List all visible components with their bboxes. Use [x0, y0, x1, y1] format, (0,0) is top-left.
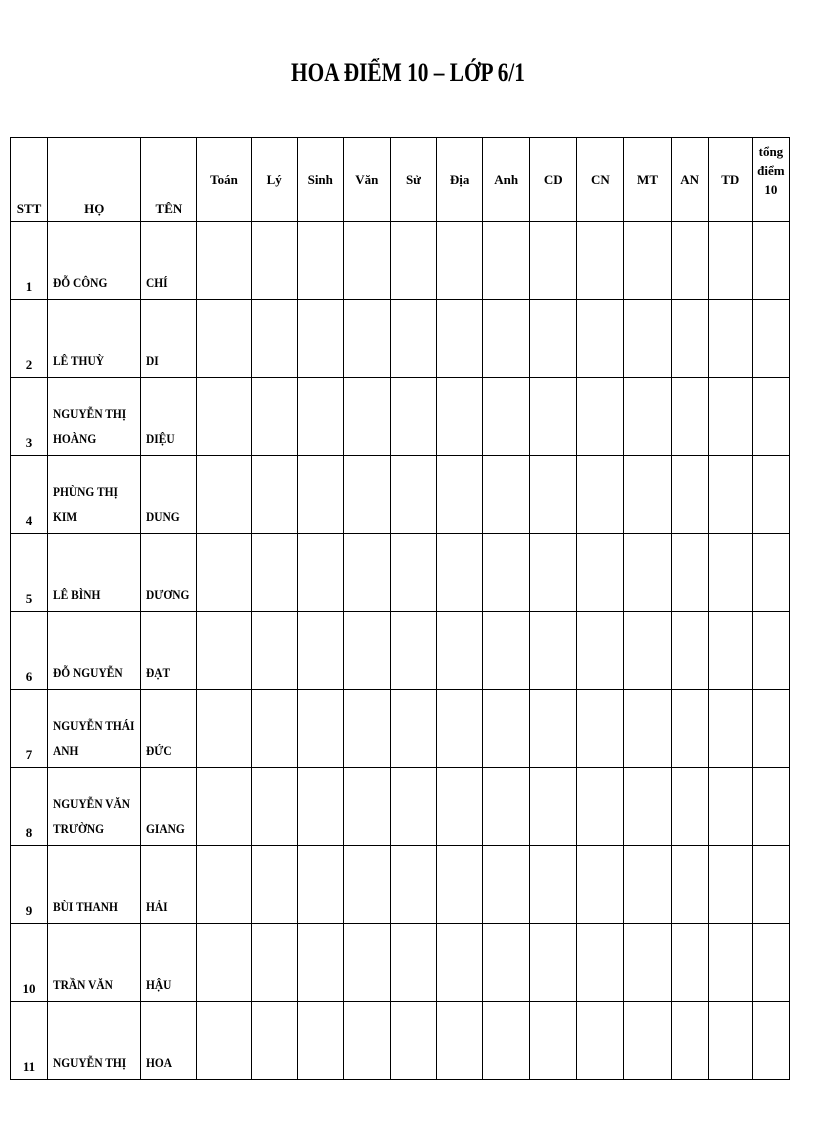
- cell-ten: HOA: [141, 1002, 197, 1080]
- score-cell[interactable]: [297, 222, 343, 300]
- header-subject: Sinh: [297, 138, 343, 222]
- cell-ho: [48, 1002, 141, 1080]
- score-cell[interactable]: [343, 768, 390, 846]
- ho-line1: LÊ THUỲ: [53, 353, 105, 368]
- score-cell[interactable]: [390, 222, 436, 300]
- header-subject: Anh: [483, 138, 530, 222]
- score-cell[interactable]: [708, 222, 752, 300]
- score-cell[interactable]: [483, 690, 530, 768]
- score-cell[interactable]: [752, 690, 789, 768]
- score-cell[interactable]: [437, 222, 483, 300]
- ho-line1: TRẦN VĂN: [53, 977, 113, 992]
- score-cell[interactable]: [708, 534, 752, 612]
- score-cell[interactable]: [390, 456, 436, 534]
- score-cell[interactable]: [708, 768, 752, 846]
- score-cell[interactable]: [577, 1002, 624, 1080]
- header-total: [752, 138, 789, 222]
- cell-stt: 10: [11, 924, 48, 1002]
- score-cell[interactable]: [671, 612, 708, 690]
- score-cell[interactable]: [530, 300, 577, 378]
- score-cell[interactable]: [390, 768, 436, 846]
- score-cell[interactable]: [708, 690, 752, 768]
- score-cell[interactable]: [437, 300, 483, 378]
- ho-line1: NGUYỄN THỊ: [53, 406, 127, 421]
- ho-line1: ĐỖ CÔNG: [53, 275, 108, 290]
- score-cell[interactable]: [624, 924, 671, 1002]
- score-cell[interactable]: [390, 534, 436, 612]
- score-cell[interactable]: [251, 924, 297, 1002]
- cell-ho: [48, 690, 141, 768]
- table-row: [11, 846, 790, 924]
- cell-stt: 8: [11, 768, 48, 846]
- score-cell[interactable]: [577, 690, 624, 768]
- score-cell[interactable]: [752, 222, 789, 300]
- score-cell[interactable]: [197, 1002, 251, 1080]
- cell-stt: 1: [11, 222, 48, 300]
- score-cell[interactable]: [671, 534, 708, 612]
- score-cell[interactable]: [343, 456, 390, 534]
- cell-ten: HẬU: [141, 924, 197, 1002]
- score-cell[interactable]: [483, 300, 530, 378]
- score-cell[interactable]: [752, 534, 789, 612]
- score-cell[interactable]: [577, 456, 624, 534]
- score-cell[interactable]: [624, 612, 671, 690]
- score-cell[interactable]: [437, 924, 483, 1002]
- header-stt: STT: [11, 138, 48, 222]
- score-cell[interactable]: [483, 1002, 530, 1080]
- score-table: [10, 137, 790, 1080]
- score-cell[interactable]: [297, 612, 343, 690]
- score-cell[interactable]: [624, 846, 671, 924]
- header-total-line2: điểm: [757, 163, 785, 178]
- table-row: [11, 222, 790, 300]
- score-cell[interactable]: [343, 534, 390, 612]
- score-cell[interactable]: [343, 924, 390, 1002]
- score-cell[interactable]: [390, 378, 436, 456]
- cell-stt: 4: [11, 456, 48, 534]
- ho-line2: ANH: [53, 743, 79, 758]
- score-cell[interactable]: [343, 846, 390, 924]
- score-cell[interactable]: [197, 768, 251, 846]
- header-ten: TÊN: [141, 138, 197, 222]
- cell-ho: [48, 378, 141, 456]
- score-cell[interactable]: [390, 612, 436, 690]
- score-cell[interactable]: [197, 378, 251, 456]
- score-cell[interactable]: [483, 222, 530, 300]
- score-cell[interactable]: [577, 534, 624, 612]
- score-cell[interactable]: [671, 1002, 708, 1080]
- score-cell[interactable]: [752, 924, 789, 1002]
- table-row: [11, 1002, 790, 1080]
- score-cell[interactable]: [251, 612, 297, 690]
- cell-stt: 2: [11, 300, 48, 378]
- cell-ten: HẢI: [141, 846, 197, 924]
- score-cell[interactable]: [624, 378, 671, 456]
- cell-ten: DUNG: [141, 456, 197, 534]
- ho-line2: HOÀNG: [53, 431, 97, 446]
- score-cell[interactable]: [530, 924, 577, 1002]
- score-cell[interactable]: [530, 378, 577, 456]
- score-cell[interactable]: [343, 1002, 390, 1080]
- header-subject: Sử: [390, 138, 436, 222]
- score-cell[interactable]: [671, 846, 708, 924]
- score-cell[interactable]: [624, 300, 671, 378]
- score-cell[interactable]: [197, 612, 251, 690]
- header-subject: Toán: [197, 138, 251, 222]
- score-cell[interactable]: [251, 456, 297, 534]
- cell-ho: [48, 456, 141, 534]
- score-cell[interactable]: [197, 846, 251, 924]
- score-cell[interactable]: [297, 456, 343, 534]
- score-cell[interactable]: [708, 612, 752, 690]
- score-cell[interactable]: [483, 846, 530, 924]
- cell-ten: DI: [141, 300, 197, 378]
- table-row: [11, 378, 790, 456]
- score-cell[interactable]: [530, 846, 577, 924]
- score-cell[interactable]: [530, 690, 577, 768]
- cell-ten: GIANG: [141, 768, 197, 846]
- score-cell[interactable]: [251, 300, 297, 378]
- score-cell[interactable]: [708, 300, 752, 378]
- cell-stt: 3: [11, 378, 48, 456]
- score-cell[interactable]: [624, 768, 671, 846]
- ho-line1: ĐỖ NGUYỄN: [53, 665, 123, 680]
- header-subject: MT: [624, 138, 671, 222]
- cell-ten: DIỆU: [141, 378, 197, 456]
- cell-ho: [48, 612, 141, 690]
- score-cell[interactable]: [530, 534, 577, 612]
- score-cell[interactable]: [708, 924, 752, 1002]
- score-cell[interactable]: [251, 222, 297, 300]
- score-cell[interactable]: [577, 924, 624, 1002]
- cell-stt: 5: [11, 534, 48, 612]
- cell-ho: [48, 846, 141, 924]
- score-cell[interactable]: [390, 846, 436, 924]
- score-cell[interactable]: [343, 690, 390, 768]
- ho-line1: PHÙNG THỊ: [53, 484, 119, 499]
- score-cell[interactable]: [390, 300, 436, 378]
- score-cell[interactable]: [708, 846, 752, 924]
- score-cell[interactable]: [297, 300, 343, 378]
- score-cell[interactable]: [708, 1002, 752, 1080]
- score-cell[interactable]: [483, 456, 530, 534]
- page-title: HOA ĐIỂM 10 – LỚP 6/1: [291, 58, 525, 87]
- table-row: [11, 300, 790, 378]
- score-cell[interactable]: [752, 846, 789, 924]
- score-cell[interactable]: [577, 846, 624, 924]
- ho-line2: TRƯỜNG: [53, 821, 105, 836]
- header-subject: TD: [708, 138, 752, 222]
- header-subject: CD: [530, 138, 577, 222]
- score-cell[interactable]: [437, 690, 483, 768]
- score-cell[interactable]: [671, 378, 708, 456]
- header-subject: Văn: [343, 138, 390, 222]
- table-row: [11, 456, 790, 534]
- header-ho: HỌ: [48, 138, 141, 222]
- score-cell[interactable]: [530, 456, 577, 534]
- score-cell[interactable]: [483, 534, 530, 612]
- score-cell[interactable]: [390, 690, 436, 768]
- score-cell[interactable]: [671, 768, 708, 846]
- cell-stt: 9: [11, 846, 48, 924]
- score-cell[interactable]: [197, 222, 251, 300]
- header-subject: Lý: [251, 138, 297, 222]
- score-cell[interactable]: [577, 222, 624, 300]
- cell-stt: 7: [11, 690, 48, 768]
- score-cell[interactable]: [577, 378, 624, 456]
- cell-ten: ĐẠT: [141, 612, 197, 690]
- score-cell[interactable]: [297, 846, 343, 924]
- table-row: [11, 612, 790, 690]
- cell-stt: 11: [11, 1002, 48, 1080]
- score-cell[interactable]: [671, 924, 708, 1002]
- score-cell[interactable]: [437, 378, 483, 456]
- score-cell[interactable]: [197, 690, 251, 768]
- score-cell[interactable]: [390, 924, 436, 1002]
- score-cell[interactable]: [671, 690, 708, 768]
- score-cell[interactable]: [251, 690, 297, 768]
- table-row: [11, 924, 790, 1002]
- score-cell[interactable]: [297, 768, 343, 846]
- score-cell[interactable]: [437, 768, 483, 846]
- header-subject: AN: [671, 138, 708, 222]
- score-cell[interactable]: [483, 378, 530, 456]
- score-cell[interactable]: [577, 300, 624, 378]
- score-cell[interactable]: [624, 222, 671, 300]
- score-cell[interactable]: [437, 846, 483, 924]
- score-cell[interactable]: [297, 690, 343, 768]
- score-cell[interactable]: [197, 534, 251, 612]
- header-total-line3: 10: [764, 182, 778, 197]
- score-cell[interactable]: [530, 222, 577, 300]
- ho-line1: BÙI THANH: [53, 899, 119, 914]
- ho-line1: LÊ BÌNH: [53, 587, 101, 602]
- score-cell[interactable]: [197, 300, 251, 378]
- score-cell[interactable]: [577, 768, 624, 846]
- cell-ho: [48, 222, 141, 300]
- score-cell[interactable]: [390, 1002, 436, 1080]
- cell-stt: 6: [11, 612, 48, 690]
- table-row: [11, 690, 790, 768]
- score-cell[interactable]: [251, 534, 297, 612]
- score-cell[interactable]: [752, 378, 789, 456]
- cell-ten: ĐỨC: [141, 690, 197, 768]
- score-cell[interactable]: [483, 768, 530, 846]
- score-cell[interactable]: [624, 690, 671, 768]
- score-cell[interactable]: [251, 768, 297, 846]
- score-cell[interactable]: [297, 534, 343, 612]
- ho-line1: NGUYỄN THỊ: [53, 1055, 127, 1070]
- score-cell[interactable]: [297, 378, 343, 456]
- table-row: [11, 768, 790, 846]
- score-cell[interactable]: [437, 1002, 483, 1080]
- score-cell[interactable]: [483, 612, 530, 690]
- cell-ten: CHÍ: [141, 222, 197, 300]
- cell-ten: DƯƠNG: [141, 534, 197, 612]
- score-cell[interactable]: [251, 378, 297, 456]
- score-cell[interactable]: [752, 456, 789, 534]
- score-cell[interactable]: [752, 1002, 789, 1080]
- ho-line2: KIM: [53, 509, 78, 524]
- score-cell[interactable]: [343, 612, 390, 690]
- score-cell[interactable]: [752, 300, 789, 378]
- score-cell[interactable]: [197, 924, 251, 1002]
- score-cell[interactable]: [437, 456, 483, 534]
- cell-ho: [48, 534, 141, 612]
- score-cell[interactable]: [251, 1002, 297, 1080]
- score-cell[interactable]: [708, 456, 752, 534]
- header-row: [11, 138, 790, 222]
- score-cell[interactable]: [624, 534, 671, 612]
- table-row: [11, 534, 790, 612]
- score-cell[interactable]: [197, 456, 251, 534]
- score-cell[interactable]: [530, 612, 577, 690]
- score-cell[interactable]: [251, 846, 297, 924]
- score-cell[interactable]: [343, 222, 390, 300]
- score-cell[interactable]: [530, 1002, 577, 1080]
- score-cell[interactable]: [343, 378, 390, 456]
- score-cell[interactable]: [437, 534, 483, 612]
- score-cell[interactable]: [671, 222, 708, 300]
- cell-ho: [48, 924, 141, 1002]
- score-cell[interactable]: [752, 768, 789, 846]
- score-cell[interactable]: [483, 924, 530, 1002]
- header-subject: Địa: [437, 138, 483, 222]
- score-cell[interactable]: [671, 456, 708, 534]
- score-cell[interactable]: [297, 924, 343, 1002]
- score-cell[interactable]: [624, 1002, 671, 1080]
- score-cell[interactable]: [297, 1002, 343, 1080]
- score-cell[interactable]: [671, 300, 708, 378]
- header-subject: CN: [577, 138, 624, 222]
- header-total-line1: tổng: [758, 144, 784, 159]
- score-cell[interactable]: [752, 612, 789, 690]
- score-cell[interactable]: [577, 612, 624, 690]
- score-cell[interactable]: [708, 378, 752, 456]
- ho-line1: NGUYỄN THÁI: [53, 718, 135, 733]
- score-cell[interactable]: [624, 456, 671, 534]
- score-cell[interactable]: [343, 300, 390, 378]
- score-cell[interactable]: [530, 768, 577, 846]
- cell-ho: [48, 300, 141, 378]
- ho-line1: NGUYỄN VĂN: [53, 796, 131, 811]
- cell-ho: [48, 768, 141, 846]
- score-cell[interactable]: [437, 612, 483, 690]
